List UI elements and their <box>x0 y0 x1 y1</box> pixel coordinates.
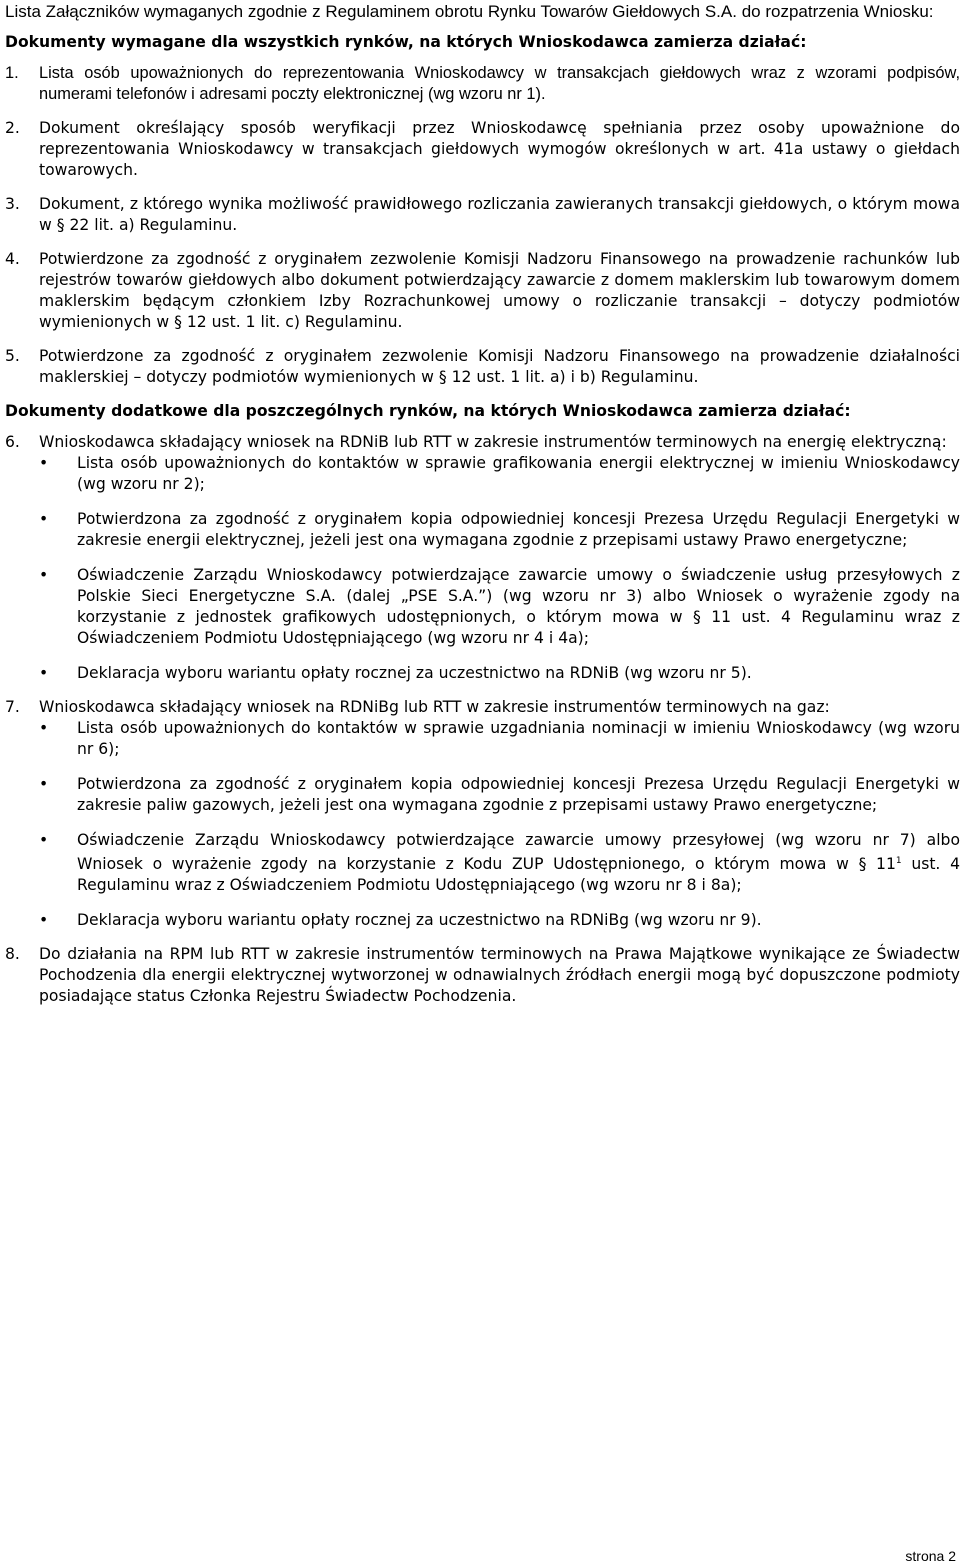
list-item-7 <box>5 697 960 931</box>
bullet-text: Deklaracja wyboru wariantu opłaty rocznej za uczestnictwo na RDNiB (wg wzoru nr 5). <box>77 664 752 682</box>
item-text: Potwierdzone za zgodność z oryginałem zezwolenie Komisji Nadzoru Finansowego na prowadzenie rachunków lub rejestrów towarów giełdowych albo dokument potwierdzający zawarcie z domem maklerskim lub towarowym domem maklerskim będącym członkiem Izby Rozrachunkowej umowy o rozliczanie transakcji – dotyczy podmiotów wymienionych w § 12 ust. 1 lit. c) Regulaminu. <box>39 250 960 331</box>
item-text: Potwierdzone za zgodność z oryginałem zezwolenie Komisji Nadzoru Finansowego na prowadzenie działalności maklerskiej – dotyczy podmiotów wymienionych w § 12 ust. 1 lit. a) i b) Regulaminu. <box>39 347 960 386</box>
bullet-list <box>39 453 960 684</box>
list-item <box>39 910 960 931</box>
item-number: 2. <box>5 119 20 137</box>
list-item-1 <box>5 63 960 105</box>
item-text: Wnioskodawca składający wniosek na RDNiBg lub RTT w zakresie instrumentów terminowych na gaz: <box>39 698 830 716</box>
bullet-icon: • <box>39 664 49 682</box>
bullet-text: Oświadczenie Zarządu Wnioskodawcy potwierdzające zawarcie umowy o świadczenie usług przesyłowych z Polskie Sieci Energetyczne S.A. (dalej „PSE S.A.”) (wg wzoru nr 3) albo Wniosek o wyrażenie zgody na korzystanie z jednostek grafikowych udostępnionych, o którym mowa w § 11 ust. 4 Regulaminu wraz z Oświadczeniem Podmiotu Udostępniającego (wg wzoru nr 4 i 4a); <box>77 566 960 647</box>
list-item <box>39 830 960 896</box>
item-text: Do działania na RPM lub RTT w zakresie instrumentów terminowych na Prawa Majątkowe wynikające ze Świadectw Pochodzenia dla energii elektrycznej wytworzonej w odnawialnych źródłach energii mogą być dopuszczone podmioty posiadające status Członka Rejestru Świadectw Pochodzenia. <box>39 945 960 1006</box>
bullet-text-part: ust. 4 Regulaminu wraz z Oświadczeniem Podmiotu Udostępniającego (wg wzoru nr 8 i 8a); <box>77 855 960 895</box>
bullet-text: Potwierdzona za zgodność z oryginałem kopia odpowiedniej koncesji Prezesa Urzędu Regulacji Energetyki w zakresie energii elektrycznej, jeżeli jest ona wymagana zgodnie z przepisami ustawy Prawo energetyczne; <box>77 510 960 549</box>
list-item-6 <box>5 432 960 684</box>
superscript: 1 <box>895 856 902 866</box>
item-number: 4. <box>5 250 20 268</box>
bullet-text: Deklaracja wyboru wariantu opłaty rocznej za uczestnictwo na RDNiBg (wg wzoru nr 9). <box>77 911 762 930</box>
list-item <box>39 718 960 760</box>
list-item <box>39 565 960 649</box>
list-item <box>39 774 960 816</box>
item-number: 7. <box>5 698 20 716</box>
list-item-8 <box>5 944 960 1007</box>
list-item-3 <box>5 194 960 236</box>
item-text: Lista osób upoważnionych do reprezentowania Wnioskodawcy w transakcjach giełdowych wraz z wzorami podpisów, numerami telefonów i adresami poczty elektronicznej (wg wzoru nr 1). <box>39 64 960 103</box>
bullet-icon: • <box>39 510 49 528</box>
list-item-2 <box>5 118 960 181</box>
bullet-icon: • <box>39 831 49 849</box>
item-text: Wnioskodawca składający wniosek na RDNiB lub RTT w zakresie instrumentów terminowych na energię elektryczną: <box>39 433 947 451</box>
item-text: Dokument, z którego wynika możliwość prawidłowego rozliczania zawieranych transakcji giełdowych, o którym mowa w § 22 lit. a) Regulaminu. <box>39 195 960 234</box>
bullet-text: Lista osób upoważnionych do kontaktów w sprawie uzgadniania nominacji w imieniu Wnioskodawcy (wg wzoru nr 6); <box>77 719 960 758</box>
item-number: 6. <box>5 433 20 451</box>
bullet-icon: • <box>39 719 49 737</box>
bullet-text-part: Oświadczenie Zarządu Wnioskodawcy potwierdzające zawarcie umowy przesyłowej (wg wzoru nr 7) albo Wniosek o wyrażenie zgody na korzystanie z Kodu ZUP Udostępnionego, o którym mowa w § 11 <box>77 831 960 874</box>
list-item-5 <box>5 346 960 388</box>
list-item <box>39 509 960 551</box>
heading-additional-documents: Dokumenty dodatkowe dla poszczególnych rynków, na których Wnioskodawca zamierza działać: <box>5 402 851 420</box>
bullet-icon: • <box>39 911 49 930</box>
item-number: 5. <box>5 347 20 365</box>
heading-required-documents: Dokumenty wymagane dla wszystkich rynków, na których Wnioskodawca zamierza działać: <box>5 33 807 51</box>
bullet-text: Lista osób upoważnionych do kontaktów w sprawie grafikowania energii elektrycznej w imieniu Wnioskodawcy (wg wzoru nr 2); <box>77 454 960 493</box>
list-item <box>39 453 960 495</box>
intro-text: Lista Załączników wymaganych zgodnie z Regulaminem obrotu Rynku Towarów Giełdowych S.A. do rozpatrzenia Wniosku: <box>5 2 934 21</box>
page-number: strona 2 <box>905 1548 956 1564</box>
item-number: 3. <box>5 195 20 213</box>
item-text: Dokument określający sposób weryfikacji przez Wnioskodawcę spełniania przez osoby upoważnione do reprezentowania Wnioskodawcy w transakcjach giełdowych wymogów określonych w art. 41a ustawy o giełdach towarowych. <box>39 119 960 179</box>
list-item-4 <box>5 249 960 333</box>
bullet-icon: • <box>39 454 49 472</box>
bullet-icon: • <box>39 775 49 793</box>
document-page <box>5 0 960 1020</box>
bullet-text: Potwierdzona za zgodność z oryginałem kopia odpowiedniej koncesji Prezesa Urzędu Regulacji Energetyki w zakresie paliw gazowych, jeżeli jest ona wymagana zgodnie z przepisami ustawy Prawo energetyczne; <box>77 775 960 814</box>
bullet-text <box>77 830 960 896</box>
bullet-list <box>39 718 960 931</box>
item-number: 8. <box>5 945 20 964</box>
item-number: 1. <box>5 64 19 82</box>
bullet-icon: • <box>39 566 49 584</box>
list-item <box>39 663 960 684</box>
